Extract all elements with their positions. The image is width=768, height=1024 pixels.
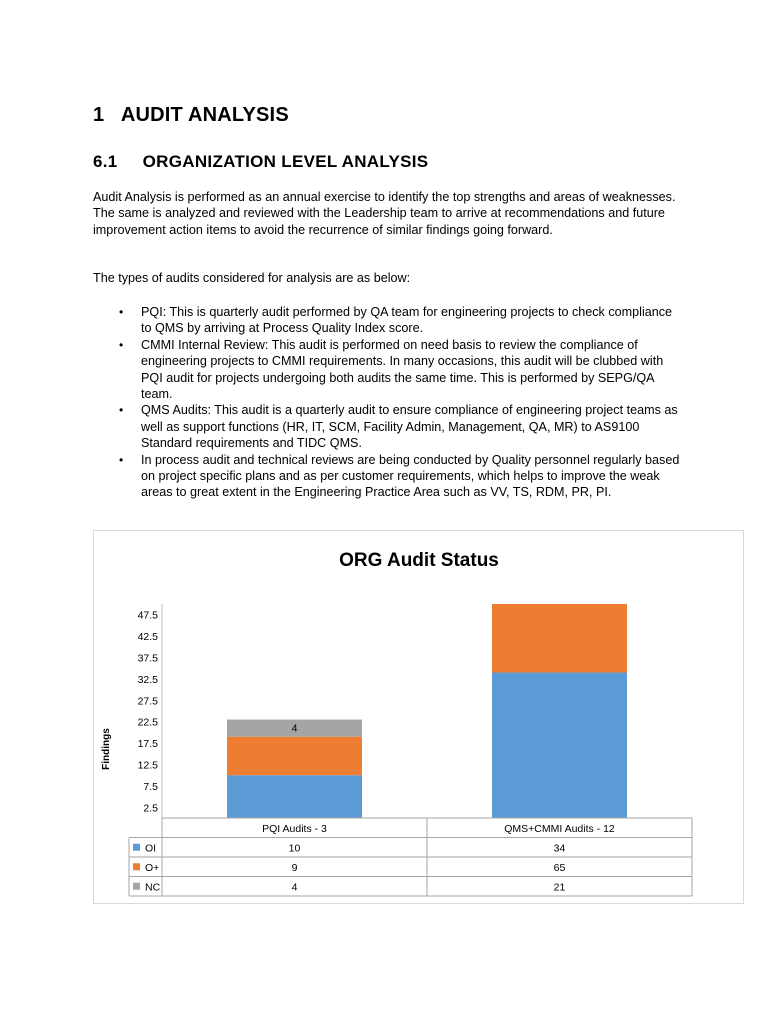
table-cell-value: 9 bbox=[291, 861, 298, 874]
y-axis-label: Findings bbox=[101, 728, 112, 770]
legend-key-oi bbox=[133, 844, 140, 851]
list-item-text: QMS Audits: This audit is a quarterly audit to ensure compliance of engineering project teams as well as support functions (HR, IT, SCM, Facility Admin, Management, QA, MR) to AS9100 Standard requirements and TIDC QMS. bbox=[141, 403, 678, 451]
bullet-icon: • bbox=[119, 305, 124, 319]
bullet-icon: • bbox=[119, 452, 124, 467]
intro-paragraph: Audit Analysis is performed as an annual exercise to identify the top strengths and areas of weaknesses. The same is analyzed and reviewed with the Leadership team to arrive at recommendations and future improvement action items to avoid the recurrence of similar findings going forward. bbox=[93, 190, 676, 237]
data-label: 4 bbox=[291, 722, 298, 735]
legend-key-nc bbox=[133, 883, 140, 890]
list-item bbox=[93, 337, 683, 403]
legend-label: NC bbox=[145, 881, 161, 894]
list-item-text: CMMI Internal Review: This audit is performed on need basis to review the compliance of engineering projects to CMMI requirements. In many occasions, this audit will be clubbed with PQI audit for projects undergoing both audits the same time. This is performed by SEPG/QA team. bbox=[141, 337, 664, 402]
bar-segment-oi bbox=[492, 672, 627, 818]
bullet-icon: • bbox=[119, 337, 124, 352]
x-tick-label: PQI Audits - 3 bbox=[262, 823, 327, 835]
chart-title: ORG Audit Status bbox=[339, 550, 499, 571]
y-tick-label: 47.5 bbox=[137, 609, 158, 622]
x-tick-label: QMS+CMMI Audits - 12 bbox=[504, 823, 615, 835]
list-item bbox=[93, 402, 683, 451]
heading-audit-analysis: 1 AUDIT ANALYSIS bbox=[93, 104, 289, 126]
audit-types-intro: The types of audits considered for analysis are as below: bbox=[93, 271, 411, 285]
y-tick-label: 42.5 bbox=[137, 631, 158, 644]
table-cell-value: 4 bbox=[291, 881, 298, 894]
y-tick-label: 12.5 bbox=[137, 759, 158, 772]
list-item bbox=[93, 304, 683, 337]
chart-canvas bbox=[94, 531, 745, 905]
y-tick-label: 32.5 bbox=[137, 673, 158, 686]
legend-label: OI bbox=[145, 842, 157, 855]
table-cell-value: 21 bbox=[553, 881, 566, 894]
y-tick-label: 37.5 bbox=[137, 652, 158, 665]
bar-segment-o bbox=[227, 737, 362, 776]
table-cell-value: 65 bbox=[553, 861, 566, 874]
legend-label: O+ bbox=[145, 861, 160, 874]
heading-organization-level-analysis: 6.1 ORGANIZATION LEVEL ANALYSIS bbox=[93, 152, 429, 171]
table-cell-value: 34 bbox=[553, 842, 566, 855]
y-tick-label: 7.5 bbox=[143, 780, 158, 793]
table-cell-value: 10 bbox=[288, 842, 301, 855]
audit-types-list bbox=[93, 304, 683, 501]
bar-segment-oi bbox=[227, 775, 362, 818]
org-audit-status-chart bbox=[93, 530, 744, 904]
y-tick-label: 22.5 bbox=[137, 716, 158, 729]
y-tick-label: 2.5 bbox=[143, 802, 158, 815]
bar-segment-o bbox=[492, 604, 627, 672]
list-item-text: PQI: This is quarterly audit performed by QA team for engineering projects to check compliance to QMS by arriving at Process Quality Index score. bbox=[141, 305, 673, 336]
list-item bbox=[93, 452, 683, 501]
legend-key-o bbox=[133, 863, 140, 870]
bullet-icon: • bbox=[119, 403, 124, 418]
y-tick-label: 17.5 bbox=[137, 738, 158, 751]
list-item-text: In process audit and technical reviews are being conducted by Quality personnel regularly based on project specific plans and as per customer requirements, which helps to improve the weak areas to great extent in the Engineering Practice Area such as VV, TS, RDM, PR, PI. bbox=[141, 452, 680, 500]
y-tick-label: 27.5 bbox=[137, 695, 158, 708]
